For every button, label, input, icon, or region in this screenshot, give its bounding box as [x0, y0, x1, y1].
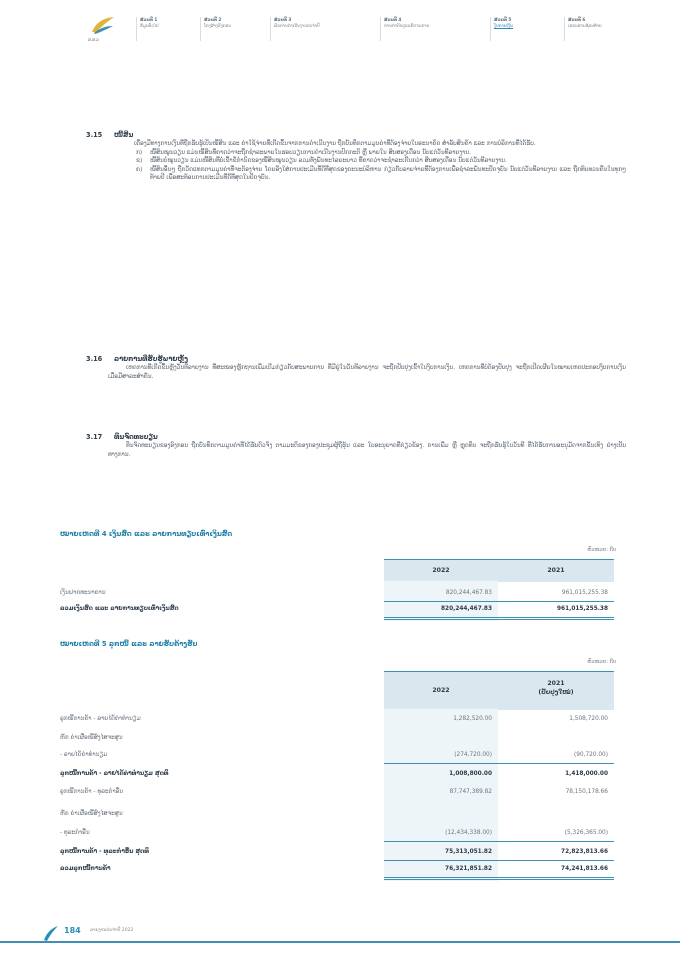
note-4-row-label: ເງິນຝາກທະນາຄານ — [60, 590, 106, 596]
note-5-value-2021: (90,720.00) — [573, 752, 608, 758]
list-item — [136, 157, 626, 166]
nav-divider — [200, 17, 201, 41]
note-4-value-2022: 820,244,467.83 — [445, 590, 492, 596]
logo-caption: ສ.ສ.ລ — [88, 37, 99, 42]
section-number: 3.17 — [86, 433, 103, 441]
note-4-unit: ຫົວໜ່ວຍ: ກີບ — [587, 547, 616, 553]
total-double-rule — [384, 619, 614, 620]
section-number: 3.15 — [86, 131, 103, 139]
section-3-16 — [86, 354, 626, 381]
page-number: 184 — [64, 926, 81, 935]
list-item — [136, 149, 626, 158]
note-4-total-2021: 961,015,255.38 — [557, 606, 608, 612]
footer-report-title: ລາຍງານປະຈຳປີ 2022 — [90, 928, 134, 933]
nav-item-number: ສ່ວນທີ 6 — [568, 17, 586, 22]
nav-item-part-3[interactable] — [274, 17, 320, 28]
section-paragraph: ເຄື່ອງມືທາງການເງິນທີ່ຖືກຮັບຮູ້ເປັນໜີ້ສິນ ແລະ ຄ່າໃຊ້ຈ່າຍທີ່ເກີດຂຶ້ນຈາກການດຳເນີນງານ ຖືກບັນທຶກຕາມມູນຄ່າທີ່ຕ້ອງຈ່າຍໃນອະນາຄົດ ສຳລັບສິນຄ້າ ແລະ ການບໍລິການທີ່ໄດ້ຮັບ. — [134, 141, 536, 147]
footer-rule — [0, 941, 680, 943]
note-5-value-2022: 87,747,389.82 — [449, 789, 492, 795]
nav-item-label: ຂໍ້ມູນທົ່ວໄປ — [140, 22, 159, 28]
list-item-key: ກ) — [136, 149, 143, 156]
note-4-col-2021: 2021 — [547, 567, 565, 574]
nav-divider — [270, 17, 271, 41]
list-item-key: ຂ) — [136, 158, 143, 165]
list-item-key: ຄ) — [136, 166, 143, 173]
subtotal-rule — [384, 601, 614, 602]
nav-item-label: ເອກະສານຊ້ອນທ້າຍ — [568, 22, 602, 28]
nav-item-part-4[interactable] — [384, 17, 429, 28]
section-heading — [86, 130, 626, 140]
section-heading — [86, 432, 626, 442]
nav-item-number: ສ່ວນທີ 5 — [494, 17, 512, 22]
nav-divider — [564, 17, 565, 41]
section-title: ທຶນຈົດທະບຽນ — [114, 433, 158, 441]
note-5-col-shade — [384, 709, 498, 881]
note-5-row-label: ຫັກ ຄ່າເຜື່ອໜີ້ສົງໄສຈະສູນ — [60, 811, 123, 817]
note-5-row-label: ລູກໜີ້ການຄ້າ - ທຸລະກຳອື່ນ ສຸດທິ — [60, 849, 149, 855]
section-paragraph: ທຶນຈົດທະບຽນຂອງອົງກອນ ຖືກບັນທຶກຕາມມູນຄ່າທີ່ໄດ້ຮັບຕົວຈິງ ຕາມມະຕິຂອງກອງປະຊຸມຜູ້ຖືຮຸ້ນ ແລະ ໃບອະນຸຍາດທີ່ກ່ຽວຂ້ອງ. ການເພີ່ມ ຫຼື ຫຼຸດທຶນ ຈະຖືກຮັບຮູ້ໃນວັນທີ ທີ່ໄດ້ຮັບການອະນຸມັດຈາກຂັ້ນເທິງ ຢ່າງເປັນທາງການ. — [108, 443, 626, 458]
section-3-17 — [86, 432, 626, 459]
total-rule — [384, 877, 614, 878]
note-5-col-2021-sub: (ປັບປຸງໃໝ່) — [538, 689, 574, 696]
chapter-nav — [86, 14, 626, 46]
note-5-row-label: ຫັກ ຄ່າເຜື່ອໜີ້ສົງໄສຈະສູນ — [60, 735, 123, 741]
note-5-value-2021: (5,326,365.00) — [564, 830, 608, 836]
total-double-rule — [384, 879, 614, 880]
nav-item-number: ສ່ວນທີ 2 — [204, 17, 222, 22]
note-5-row-label: ລູກໜີ້ການຄ້າ - ທຸລະກຳອື່ນ — [60, 789, 124, 795]
note-5-row-label: ລູກໜີ້ການຄ້າ - ລາຍໄດ້ຄ່າທຳນຽມ ສຸດທິ — [60, 771, 169, 777]
subtotal-rule — [384, 841, 614, 842]
nav-item-number: ສ່ວນທີ 1 — [140, 17, 158, 22]
list-item-text: ໜີ້ສິນອື່ນໆ ຖືກວັດແທກຕາມມູນຄ່າທີ່ຈະຕ້ອງຈ່າຍ ໂດຍອີງໃສ່ການປະເມີນທີ່ດີທີ່ສຸດຂອງຄະນະບໍລິຫານ ກ່ຽວກັບລາຍຈ່າຍທີ່ຕ້ອງການເພື່ອຊຳລະພັນທະປັດຈຸບັນ ນັບແຕ່ວັນທີລາຍງານ ແລະ ຖືກທົບທວນຄືນໃນທຸກໆທ້າຍປີ ເພື່ອສະທ້ອນການປະເມີນທີ່ດີທີ່ສຸດໃນປັດຈຸບັນ. — [150, 166, 626, 182]
subtotal-rule — [384, 860, 614, 861]
nav-item-number: ສ່ວນທີ 4 — [384, 17, 402, 22]
section-heading — [86, 354, 626, 364]
note-5-value-2021: 1,508,720.00 — [569, 716, 608, 722]
total-rule — [384, 617, 614, 618]
note-4-value-2021: 961,015,255.38 — [561, 590, 608, 596]
nav-divider — [490, 17, 491, 41]
note-5-value-2022: 1,282,520.00 — [453, 716, 492, 722]
section-title: ລາຍການທີ່ຮັບຮູ້ພາຍຫຼັງ — [114, 355, 188, 363]
nav-item-part-1[interactable] — [140, 17, 159, 28]
nav-item-label: ໂຄງສ້າງອົງກອນ — [204, 22, 231, 28]
note-5-unit: ຫົວໜ່ວຍ: ກີບ — [587, 659, 616, 665]
nav-item-label: ງົບການເງິນ — [494, 22, 513, 28]
section-paragraph: ເຫດການທີ່ເກີດຂຶ້ນຫຼັງວັນທີລາຍງານ ທີ່ສະໜອງຫຼັກຖານເພີ່ມເຕີມກ່ຽວກັບສະພາບການ ທີ່ມີຢູ່ໃນວັນທີລາຍງານ ຈະຖືກປັບປຸງເຂົ້າໃນງົບການເງິນ. ເຫດການທີ່ບໍ່ຕ້ອງປັບປຸງ ຈະຖືກເປີດເຜີຍໃນໝາຍເຫດປະກອບງົບການເງິນ ເມື່ອມີສາລະສຳຄັນ. — [108, 365, 626, 380]
note-5-value-2021: 78,150,178.66 — [565, 789, 608, 795]
note-5-title: ໝາຍເຫດທີ 5 ລູກໜີ້ ແລະ ລາຍຮັບຄ້າງຮັບ — [60, 640, 198, 648]
nav-item-part-5[interactable] — [494, 17, 513, 29]
list-item-text: ໜີ້ສິນໝູນວຽນ ແມ່ນໜີ້ສິນທີ່ຄາດວ່າຈະຖືກຊຳລະພາຍໃນຮອບວຽນການດຳເນີນງານປົກກະຕິ ຫຼື ພາຍໃນ ສິບສອງເດືອນ ນັບແຕ່ວັນທີລາຍງານ. — [150, 149, 471, 156]
section-title: ໜີ້ສິນ — [114, 131, 134, 139]
organization-logo — [86, 14, 120, 46]
list-item-text: ໜີ້ສິນບໍ່ໝູນວຽນ ແມ່ນໜີ້ສິນທີ່ບໍ່ເຂົ້າຂໍ້ກຳນົດຂອງໜີ້ສິນໝູນວຽນ ລວມທັງພັນທະໄລຍະຍາວ ທີ່ຄາດວ່າຈະຊຳລະເກີນກວ່າ ສິບສອງເດືອນ ນັບແຕ່ວັນທີລາຍງານ. — [150, 158, 507, 165]
note-4-col-2022: 2022 — [432, 567, 450, 574]
nav-item-label: ການກຳກັບດູແລກິດຈະການ — [384, 22, 430, 28]
nav-item-part-2[interactable] — [204, 17, 231, 28]
note-5-value-2022: 1,008,800.00 — [449, 771, 492, 777]
note-5-row-label: ລູກໜີ້ການຄ້າ - ລາຍໄດ້ຄ່າທຳນຽມ — [60, 716, 141, 722]
note-4-title: ໝາຍເຫດທີ 4 ເງິນສົດ ແລະ ລາຍການທຽບເທົ່າເງິນສົດ — [60, 530, 233, 538]
note-5-total-2021: 74,241,813.66 — [561, 866, 608, 872]
note-5-col-2021: 2021 — [547, 680, 565, 687]
subtotal-rule — [384, 763, 614, 764]
nav-item-number: ສ່ວນທີ 3 — [274, 17, 292, 22]
note-4-total-label: ລວມເງິນສົດ ແລະ ລາຍການທຽບເທົ່າເງິນສົດ — [60, 606, 179, 612]
note-5-value-2021: 1,418,000.00 — [565, 771, 608, 777]
note-5-row-label: - ທຸລະກຳອື່ນ — [60, 830, 90, 836]
section-number: 3.16 — [86, 355, 103, 363]
note-4-total-2022: 820,244,467.83 — [441, 606, 492, 612]
footer-leaf-icon — [42, 924, 60, 942]
note-5-row-label: - ລາຍໄດ້ຄ່າທຳນຽມ — [60, 752, 108, 758]
nav-item-part-6[interactable] — [568, 17, 602, 28]
note-5-value-2021: 72,823,813.66 — [561, 849, 608, 855]
note-5-value-2022: 75,313,051.82 — [445, 849, 492, 855]
note-5-value-2022: (274,720.00) — [454, 752, 492, 758]
note-5-total-label: ລວມລູກໜີ້ການຄ້າ — [60, 866, 111, 872]
note-5-col-2022: 2022 — [432, 687, 450, 694]
note-5-value-2022: (12,434,338.00) — [445, 830, 492, 836]
section-3-15 — [86, 130, 626, 183]
nav-item-label: ຜົນການດຳເນີນງານປະຈຳປີ — [274, 22, 320, 28]
nav-divider — [380, 17, 381, 41]
note-5-total-2022: 76,321,851.82 — [445, 866, 492, 872]
leaf-logo-icon — [86, 14, 120, 36]
nav-divider — [136, 17, 137, 41]
list-item — [136, 166, 626, 183]
